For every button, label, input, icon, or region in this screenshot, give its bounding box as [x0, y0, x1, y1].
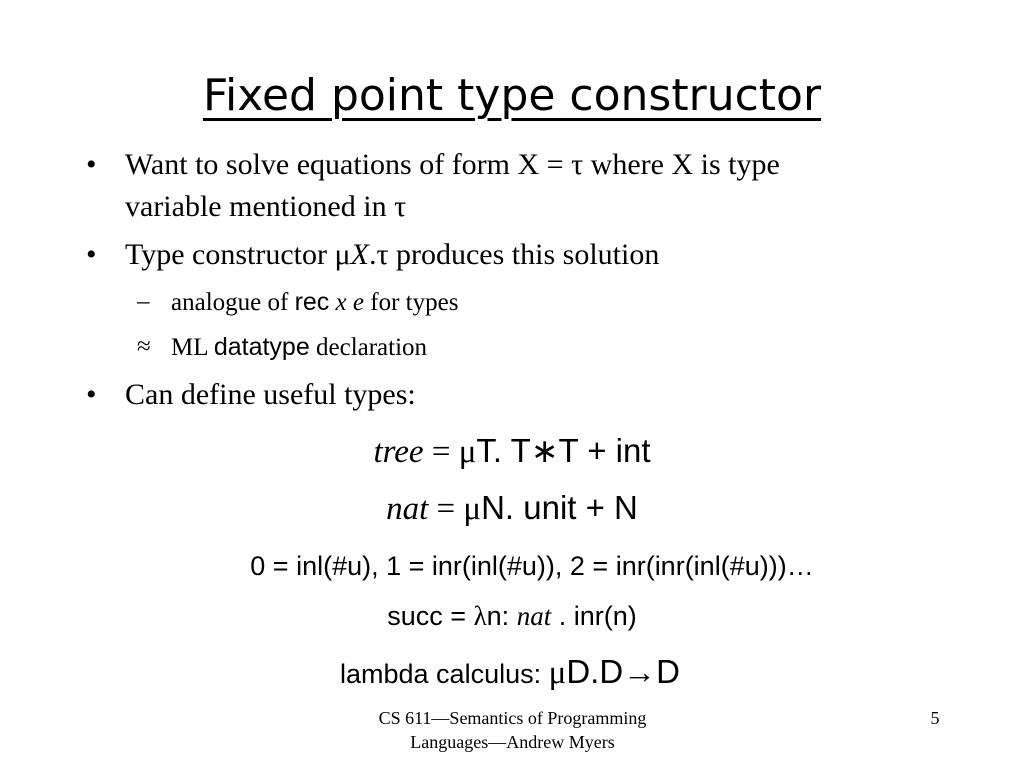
sub-bullet-1-text-a: analogue of	[171, 289, 295, 316]
succ-param: n:	[486, 601, 517, 631]
sub-bullet-1	[171, 286, 991, 319]
bullet-icon: •	[86, 238, 97, 271]
datatype-keyword: datatype	[213, 333, 310, 361]
bullet-2-text-b: produces this solution	[388, 238, 660, 271]
bullet-2-text-a: Type constructor	[125, 238, 335, 271]
lambda-type-a: D.D	[566, 653, 624, 690]
footer-line-1: CS 611—Semantics of Programming	[378, 708, 647, 728]
succ-body: . inr(n)	[551, 601, 637, 631]
lambda-calculus-label: lambda calculus:	[340, 659, 549, 689]
type-variable-x: X	[350, 238, 369, 271]
bullet-1-line-2	[125, 187, 1005, 227]
mu-symbol: μ	[463, 491, 482, 527]
sub-bullet-2-text-b: declaration	[309, 334, 428, 361]
dot: .	[368, 238, 377, 271]
nat-type: nat	[516, 601, 552, 631]
nat-equation	[0, 487, 1024, 530]
tree-equation	[0, 430, 1024, 473]
nat-definition: N. unit + N	[481, 489, 638, 526]
slide-title-text: Fixed point type constructor	[202, 70, 822, 121]
lambda-calculus-line	[0, 650, 1022, 696]
sub-bullet-1-text-b: for types	[364, 289, 459, 316]
bullet-icon: •	[86, 378, 97, 411]
tau-symbol: τ	[571, 148, 584, 181]
dash-icon: –	[137, 288, 150, 315]
equals: =	[423, 434, 459, 470]
approx-icon: ≈	[137, 333, 151, 360]
page-number: 5	[930, 708, 940, 728]
mu-symbol: μ	[548, 655, 567, 691]
tree-name: tree	[373, 434, 424, 470]
bullet-2	[125, 235, 1005, 275]
bullet-1-text-c: variable mentioned in	[125, 190, 395, 223]
sub-bullet-2-text-a: ML	[171, 334, 214, 361]
mu-symbol: μ	[458, 434, 477, 470]
bullet-1-text-b: where X is type	[583, 148, 780, 181]
lambda-type-b: D	[656, 653, 680, 690]
succ-text: succ =	[387, 601, 474, 631]
nat-name: nat	[386, 491, 429, 527]
numerals-line: 0 = inl(#u), 1 = inr(inl(#u)), 2 = inr(inr(inl(#u)))…	[250, 551, 814, 581]
bullet-1-text-a: Want to solve equations of form X =	[125, 148, 572, 181]
lambda-symbol: λ	[473, 601, 487, 631]
mu-symbol: μ	[334, 238, 351, 271]
succ-definition	[0, 598, 1024, 634]
bullet-icon: •	[86, 148, 97, 181]
footer-line-2: Languages—Andrew Myers	[410, 732, 615, 752]
bullet-1-line-1	[125, 145, 1005, 185]
sub-bullet-2	[171, 331, 991, 364]
equals: =	[428, 491, 464, 527]
tau-symbol: τ	[394, 190, 407, 223]
var-x: x	[329, 289, 347, 316]
var-e: e	[346, 289, 365, 316]
bullet-3: Can define useful types:	[125, 378, 416, 411]
tree-definition: T. T∗T + int	[476, 432, 651, 469]
slide-title	[0, 68, 1024, 124]
arrow-icon: →	[623, 655, 657, 691]
footer	[340, 706, 685, 754]
rec-keyword: rec	[294, 288, 330, 316]
tau-symbol: τ	[376, 238, 389, 271]
